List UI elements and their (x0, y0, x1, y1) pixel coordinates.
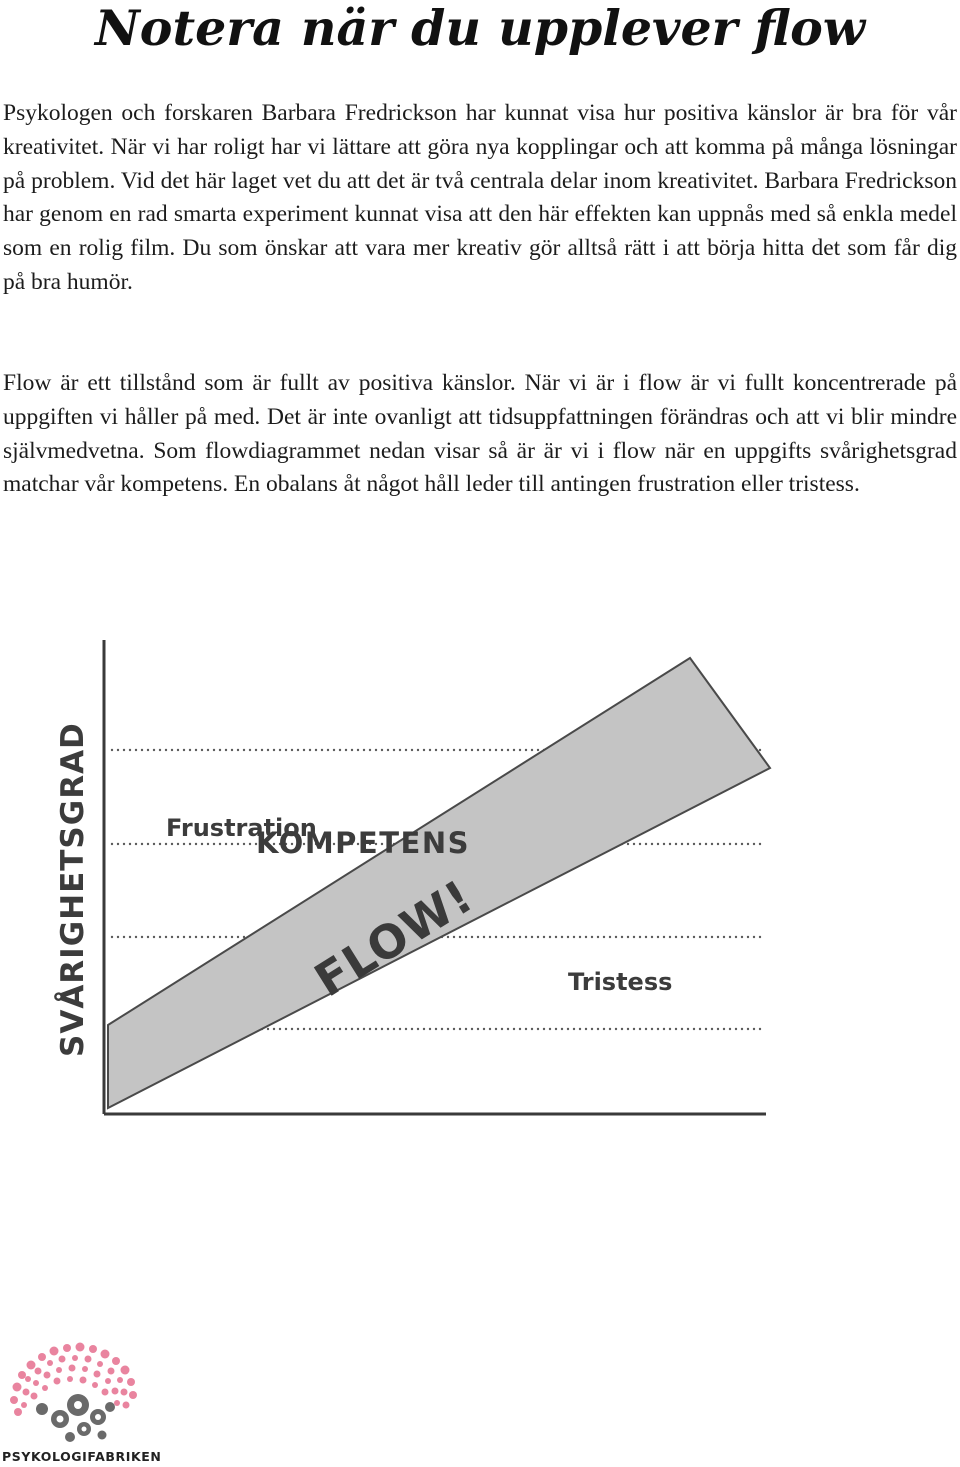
paragraph-creativity: Psykologen och forskaren Barbara Fredrickson har kunnat visa hur positiva känslor är bra för vår kreativitet. När vi har roligt har vi lättare att göra nya kopplingar och att komma på många lösningar på problem. Vid det här laget vet du att det är två centrala delar inom kreativitet. Barbara Fredrickson har genom en rad smarta experiment kunnat visa att den här effekten kan uppnås med så enkla medel som en rolig film. Du som önskar att vara mer kreativ gör alltså rätt i att börja hitta det som får dig på bra humör. (3, 100, 957, 295)
logo-label: PSYKOLOGIFABRIKEN (2, 1449, 162, 1464)
zone-label-tristess: Tristess (568, 968, 673, 996)
x-axis-label: KOMPETENS (256, 826, 470, 860)
paragraph-flow: Flow är ett tillstånd som är fullt av positiva känslor. När vi är i flow är vi fullt koncentrerade på uppgiften vi håller på med. Det är inte ovanligt att tidsuppfattningen förändras och att vi blir mindre självmedvetna. Som flowdiagrammet nedan visar så är är vi i flow när en uppgifts svårighetsgrad matchar vår kompetens. En obalans åt något håll leder till antingen frustration eller tristess. (3, 370, 957, 498)
flow-diagram (0, 620, 960, 1120)
zone-label-flow: FLOW! (305, 868, 483, 1008)
psykologifabriken-logo (0, 1335, 150, 1467)
y-axis-label: SVÅRIGHETSGRAD (55, 722, 91, 1057)
zone-label-frustration: Frustration (166, 814, 317, 842)
gears-icon (36, 1394, 115, 1442)
page-title: Notera när du upplever flow (94, 0, 866, 57)
